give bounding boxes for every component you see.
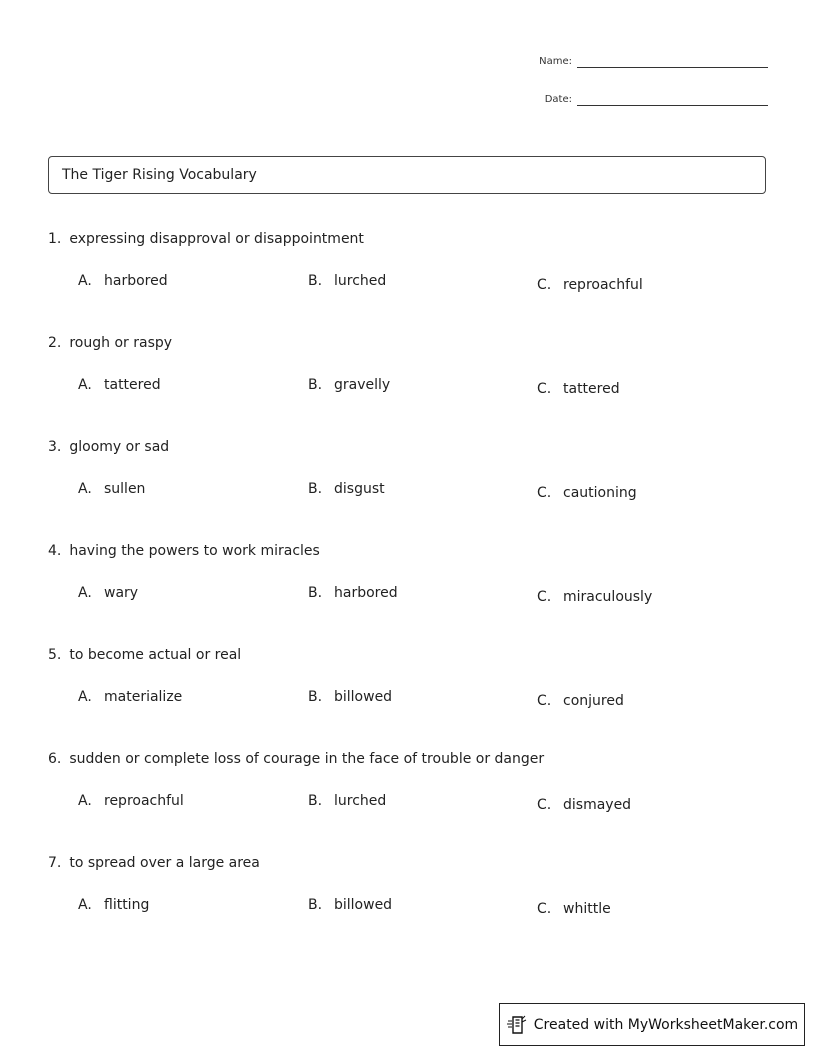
- choice-text: disgust: [334, 481, 385, 497]
- choice-b: [308, 792, 386, 810]
- choice-a: [78, 688, 182, 706]
- choice-a: [78, 792, 184, 810]
- choice-letter: B.: [308, 689, 323, 705]
- question-stem: [48, 854, 260, 872]
- question-number: 3.: [48, 439, 62, 455]
- choice-letter: C.: [537, 797, 552, 813]
- choice-b: [308, 376, 390, 394]
- choice-letter: A.: [78, 481, 92, 497]
- choice-letter: B.: [308, 273, 323, 289]
- choice-letter: A.: [78, 793, 92, 809]
- choice-text: tattered: [104, 377, 161, 393]
- choice-letter: C.: [537, 589, 552, 605]
- question-stem: [48, 230, 364, 248]
- date-field-row: [545, 93, 768, 106]
- choice-c: [537, 484, 637, 502]
- choice-text: materialize: [104, 689, 183, 705]
- choice-letter: A.: [78, 377, 92, 393]
- choice-text: lurched: [334, 793, 387, 809]
- choice-letter: C.: [537, 901, 552, 917]
- choice-letter: C.: [537, 381, 552, 397]
- choice-text: billowed: [334, 689, 393, 705]
- question-stem: [48, 334, 172, 352]
- choice-c: [537, 796, 631, 814]
- question-text: having the powers to work miracles: [69, 543, 320, 559]
- question-stem: [48, 542, 320, 560]
- question-stem: [48, 438, 169, 456]
- choice-letter: C.: [537, 693, 552, 709]
- question-text: sudden or complete loss of courage in the face of trouble or danger: [69, 751, 545, 767]
- choice-letter: A.: [78, 585, 92, 601]
- choice-a: [78, 584, 138, 602]
- question-text: expressing disapproval or disappointment: [69, 231, 364, 247]
- date-field-line: [577, 93, 768, 106]
- date-label: Date:: [544, 94, 572, 105]
- question-7: [48, 854, 768, 944]
- choice-text: dismayed: [563, 797, 632, 813]
- choice-letter: C.: [537, 485, 552, 501]
- worksheet-title: The Tiger Rising Vocabulary: [62, 167, 257, 183]
- choice-text: cautioning: [563, 485, 637, 501]
- choice-letter: C.: [537, 277, 552, 293]
- choice-text: tattered: [563, 381, 620, 397]
- choice-text: miraculously: [563, 589, 653, 605]
- choice-letter: A.: [78, 897, 92, 913]
- question-number: 5.: [48, 647, 62, 663]
- question-stem: [48, 646, 241, 664]
- choice-text: harbored: [104, 273, 168, 289]
- question-text: to become actual or real: [69, 647, 242, 663]
- choice-a: [78, 272, 168, 290]
- question-5: [48, 646, 768, 736]
- name-label: Name:: [539, 56, 572, 67]
- question-number: 6.: [48, 751, 62, 767]
- worksheet-maker-logo-icon: [506, 1014, 528, 1036]
- choice-text: reproachful: [563, 277, 643, 293]
- question-number: 7.: [48, 855, 62, 871]
- question-3: [48, 438, 768, 528]
- question-text: gloomy or sad: [69, 439, 170, 455]
- question-text: to spread over a large area: [69, 855, 260, 871]
- choice-text: flitting: [104, 897, 150, 913]
- choice-c: [537, 588, 652, 606]
- choice-a: [78, 376, 161, 394]
- question-stem: [48, 750, 544, 768]
- name-field-row: [539, 55, 768, 68]
- question-number: 2.: [48, 335, 62, 351]
- question-number: 1.: [48, 231, 62, 247]
- choice-b: [308, 688, 392, 706]
- name-field-line: [577, 55, 768, 68]
- choice-b: [308, 272, 386, 290]
- question-4: [48, 542, 768, 632]
- choice-text: conjured: [563, 693, 624, 709]
- question-1: [48, 230, 768, 320]
- question-number: 4.: [48, 543, 62, 559]
- choice-text: sullen: [104, 481, 146, 497]
- choice-c: [537, 692, 624, 710]
- choice-a: [78, 896, 149, 914]
- choice-letter: B.: [308, 793, 323, 809]
- created-with-text: Created with MyWorksheetMaker.com: [533, 1016, 799, 1033]
- choice-b: [308, 584, 398, 602]
- choice-letter: B.: [308, 897, 323, 913]
- choice-text: reproachful: [104, 793, 184, 809]
- created-with-badge[interactable]: [499, 1003, 805, 1046]
- choice-letter: B.: [308, 585, 323, 601]
- choice-text: billowed: [334, 897, 393, 913]
- choice-c: [537, 380, 620, 398]
- choice-text: lurched: [334, 273, 387, 289]
- question-6: [48, 750, 768, 840]
- choice-a: [78, 480, 145, 498]
- choice-text: harbored: [334, 585, 398, 601]
- choice-text: whittle: [563, 901, 611, 917]
- choice-letter: A.: [78, 273, 92, 289]
- choice-letter: B.: [308, 377, 323, 393]
- choice-text: gravelly: [334, 377, 391, 393]
- choice-text: wary: [104, 585, 139, 601]
- choice-letter: B.: [308, 481, 323, 497]
- choice-b: [308, 896, 392, 914]
- choice-letter: A.: [78, 689, 92, 705]
- question-2: [48, 334, 768, 424]
- choice-c: [537, 900, 611, 918]
- question-text: rough or raspy: [69, 335, 173, 351]
- worksheet-title-box: [48, 156, 766, 194]
- choice-c: [537, 276, 643, 294]
- choice-b: [308, 480, 385, 498]
